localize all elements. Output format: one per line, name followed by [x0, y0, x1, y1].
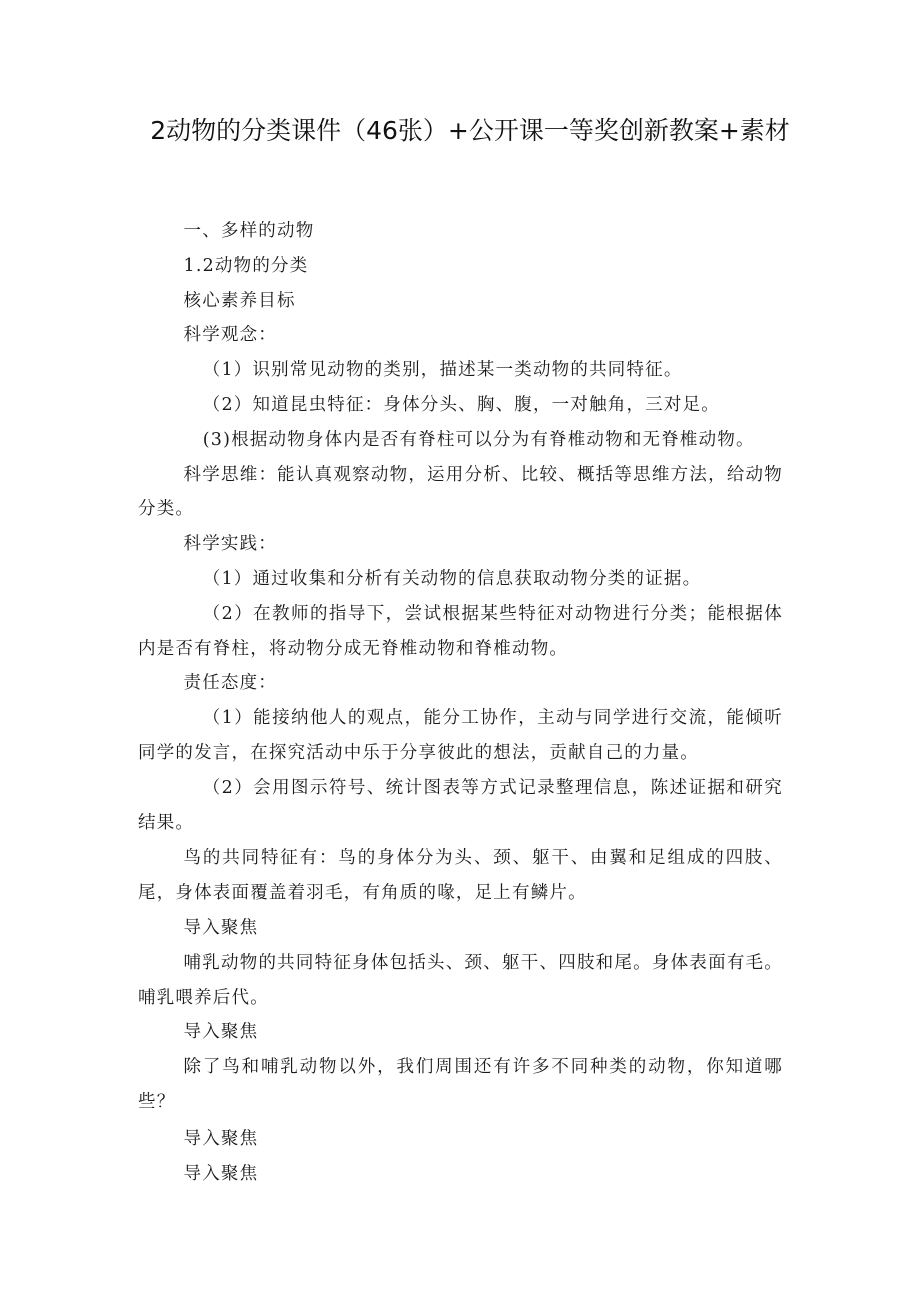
- bird-features-paragraph: 鸟的共同特征有：鸟的身体分为头、颈、躯干、由翼和足组成的四肢、尾，身体表面覆盖着羽毛，有角质的喙，足上有鳞片。: [138, 848, 783, 904]
- intro-focus-label: 导入聚焦: [183, 1163, 259, 1184]
- document-body: [138, 214, 783, 1191]
- section-heading: 一、多样的动物: [183, 221, 315, 241]
- intro-focus-label: 导入聚焦: [183, 917, 259, 938]
- science-concept-heading: 科学观念：: [183, 325, 277, 346]
- goals-heading: 核心素养目标: [183, 290, 296, 311]
- practice-item-1: （1）通过收集和分析有关动物的信息获取动物分类的证据。: [202, 568, 702, 589]
- intro-focus-label: 导入聚焦: [183, 1128, 259, 1149]
- mammal-features-paragraph: 哺乳动物的共同特征身体包括头、颈、躯干、四肢和尾。身体表面有毛。哺乳喂养后代。: [138, 952, 783, 1008]
- intro-focus-label: 导入聚焦: [183, 1022, 259, 1043]
- concept-item-1: （1）识别常见动物的类别，描述某一类动物的共同特征。: [202, 360, 683, 381]
- responsibility-heading: 责任态度：: [183, 673, 277, 694]
- concept-item-3: (3)根据动物身体内是否有脊柱可以分为有脊椎动物和无脊椎动物。: [202, 429, 755, 450]
- document-title: 2动物的分类课件（46张）+公开课一等奖创新教案+素材: [150, 116, 790, 145]
- lesson-heading: 1.2动物的分类: [183, 255, 309, 276]
- responsibility-item-1: （1）能接纳他人的观点，能分工协作，主动与同学进行交流，能倾听同学的发言，在探究活动中乐于分享彼此的想法，贡献自己的力量。: [138, 708, 783, 763]
- science-thinking-paragraph: 科学思维：能认真观察动物，运用分析、比较、概括等思维方法，给动物分类。: [138, 464, 783, 520]
- practice-item-2: （2）在教师的指导下，尝试根据某些特征对动物进行分类；能根据体内是否有脊柱，将动物分成无脊椎动物和脊椎动物。: [138, 603, 783, 659]
- responsibility-item-2: （2）会用图示符号、统计图表等方式记录整理信息，陈述证据和研究结果。: [138, 777, 783, 833]
- other-animals-question: 除了鸟和哺乳动物以外，我们周围还有许多不同种类的动物，你知道哪些？: [138, 1057, 783, 1112]
- science-practice-heading: 科学实践：: [183, 534, 277, 555]
- concept-item-2: （2）知道昆虫特征：身体分头、胸、腹，一对触角，三对足。: [202, 394, 720, 415]
